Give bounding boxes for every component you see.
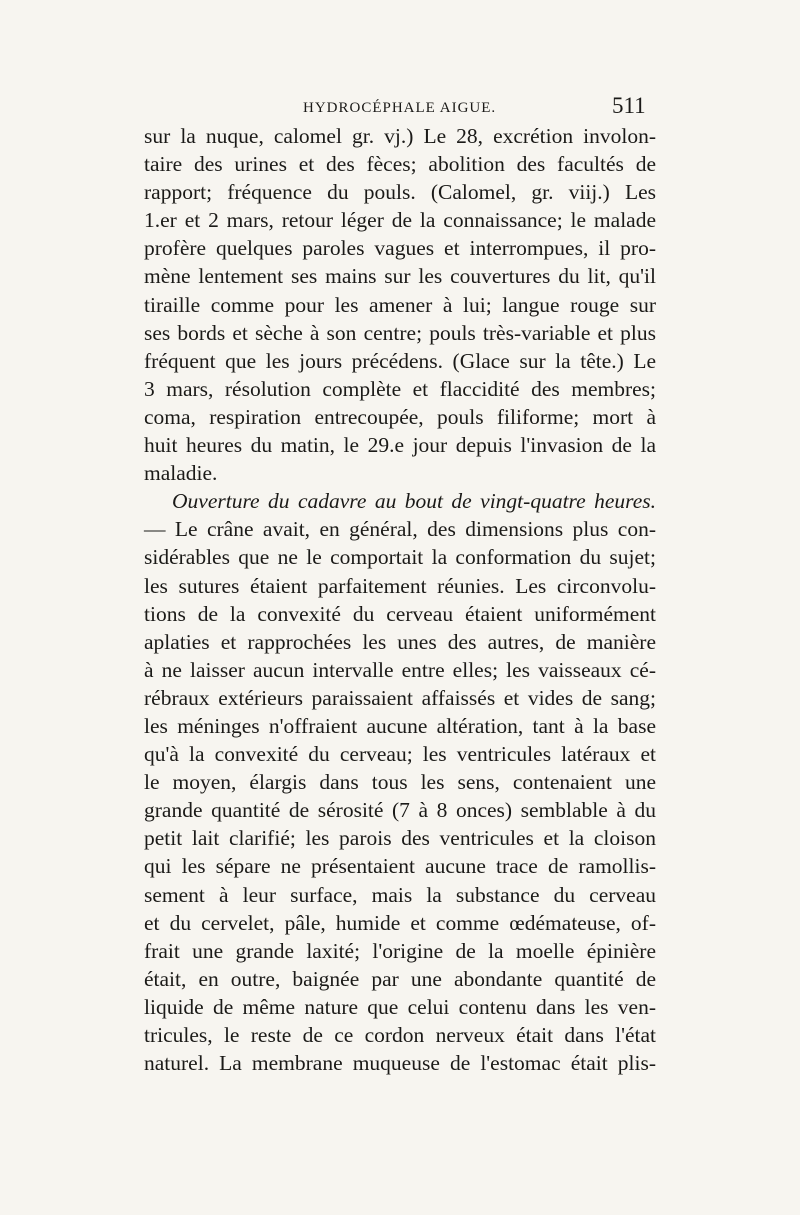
text-line: frait une grande laxité; l'origine de la moelle épinière [144, 938, 656, 963]
text-line: le moyen, élargis dans tous les sens, contenaient une [144, 770, 656, 795]
text-line: rébraux extérieurs paraissaient affaissés et vides de sang; [144, 685, 656, 710]
body-text [144, 122, 656, 1077]
text-line: les méninges n'offraient aucune altération, tant à la base [144, 713, 656, 738]
text-line: huit heures du matin, le 29.e jour depuis l'invasion de la [144, 433, 656, 458]
page-number: 511 [612, 93, 646, 118]
text-line: était, en outre, baignée par une abondante quantité de [144, 966, 656, 991]
text-line: sidérables que ne le comportait la conformation du sujet; [144, 545, 656, 570]
text-line: tiraille comme pour les amener à lui; langue rouge sur [144, 292, 656, 317]
text-line: coma, respiration entrecoupée, pouls filiforme; mort à [144, 404, 656, 429]
text-line: petit lait clarifié; les parois des ventricules et la cloison [144, 826, 656, 851]
text-line: les sutures étaient parfaitement réunies. Les circonvolu- [144, 573, 656, 598]
running-title: HYDROCÉPHALE AIGUE. [303, 100, 497, 116]
text-line: profère quelques paroles vagues et interrompues, il pro- [144, 236, 656, 261]
text-line: taire des urines et des fèces; abolition des facultés de [144, 152, 656, 177]
text-line: ses bords et sèche à son centre; pouls très-variable et plus [144, 320, 656, 345]
text-line: tions de la convexité du cerveau étaient uniformément [144, 601, 656, 626]
text-line: sur la nuque, calomel gr. vj.) Le 28, excrétion involon- [144, 124, 656, 148]
text-line: mène lentement ses mains sur les couvertures du lit, qu'il [144, 264, 656, 289]
text-line: aplaties et rapprochées les unes des autres, de manière [144, 629, 656, 654]
text-line: qui les sépare ne présentaient aucune trace de ramollis- [144, 854, 656, 879]
text-line: 1.er et 2 mars, retour léger de la connaissance; le malade [144, 208, 656, 233]
text-line: sement à leur surface, mais la substance du cerveau [144, 882, 656, 907]
text-line: fréquent que les jours précédens. (Glace sur la tête.) Le [144, 348, 656, 373]
text-line: à ne laisser aucun intervalle entre elles; les vaisseaux cé- [144, 657, 656, 682]
text-line: grande quantité de sérosité (7 à 8 onces) semblable à du [144, 798, 656, 823]
text-line: rapport; fréquence du pouls. (Calomel, gr. viij.) Les [144, 180, 656, 205]
section-heading: Ouverture du cadavre au bout de vingt-quatre heures. [172, 489, 656, 514]
text-line: liquide de même nature que celui contenu dans les ven- [144, 994, 656, 1019]
text-line: et du cervelet, pâle, humide et comme œdémateuse, of- [144, 910, 656, 935]
text-line: — Le crâne avait, en général, des dimensions plus con- [144, 517, 656, 542]
text-line: maladie. [144, 461, 218, 486]
text-line: 3 mars, résolution complète et flaccidité des membres; [144, 376, 656, 401]
text-line: qu'à la convexité du cerveau; les ventricules latéraux et [144, 742, 656, 767]
text-line: tricules, le reste de ce cordon nerveux était dans l'état [144, 1023, 656, 1047]
text-line: naturel. La membrane muqueuse de l'estomac était plis- [144, 1051, 656, 1076]
